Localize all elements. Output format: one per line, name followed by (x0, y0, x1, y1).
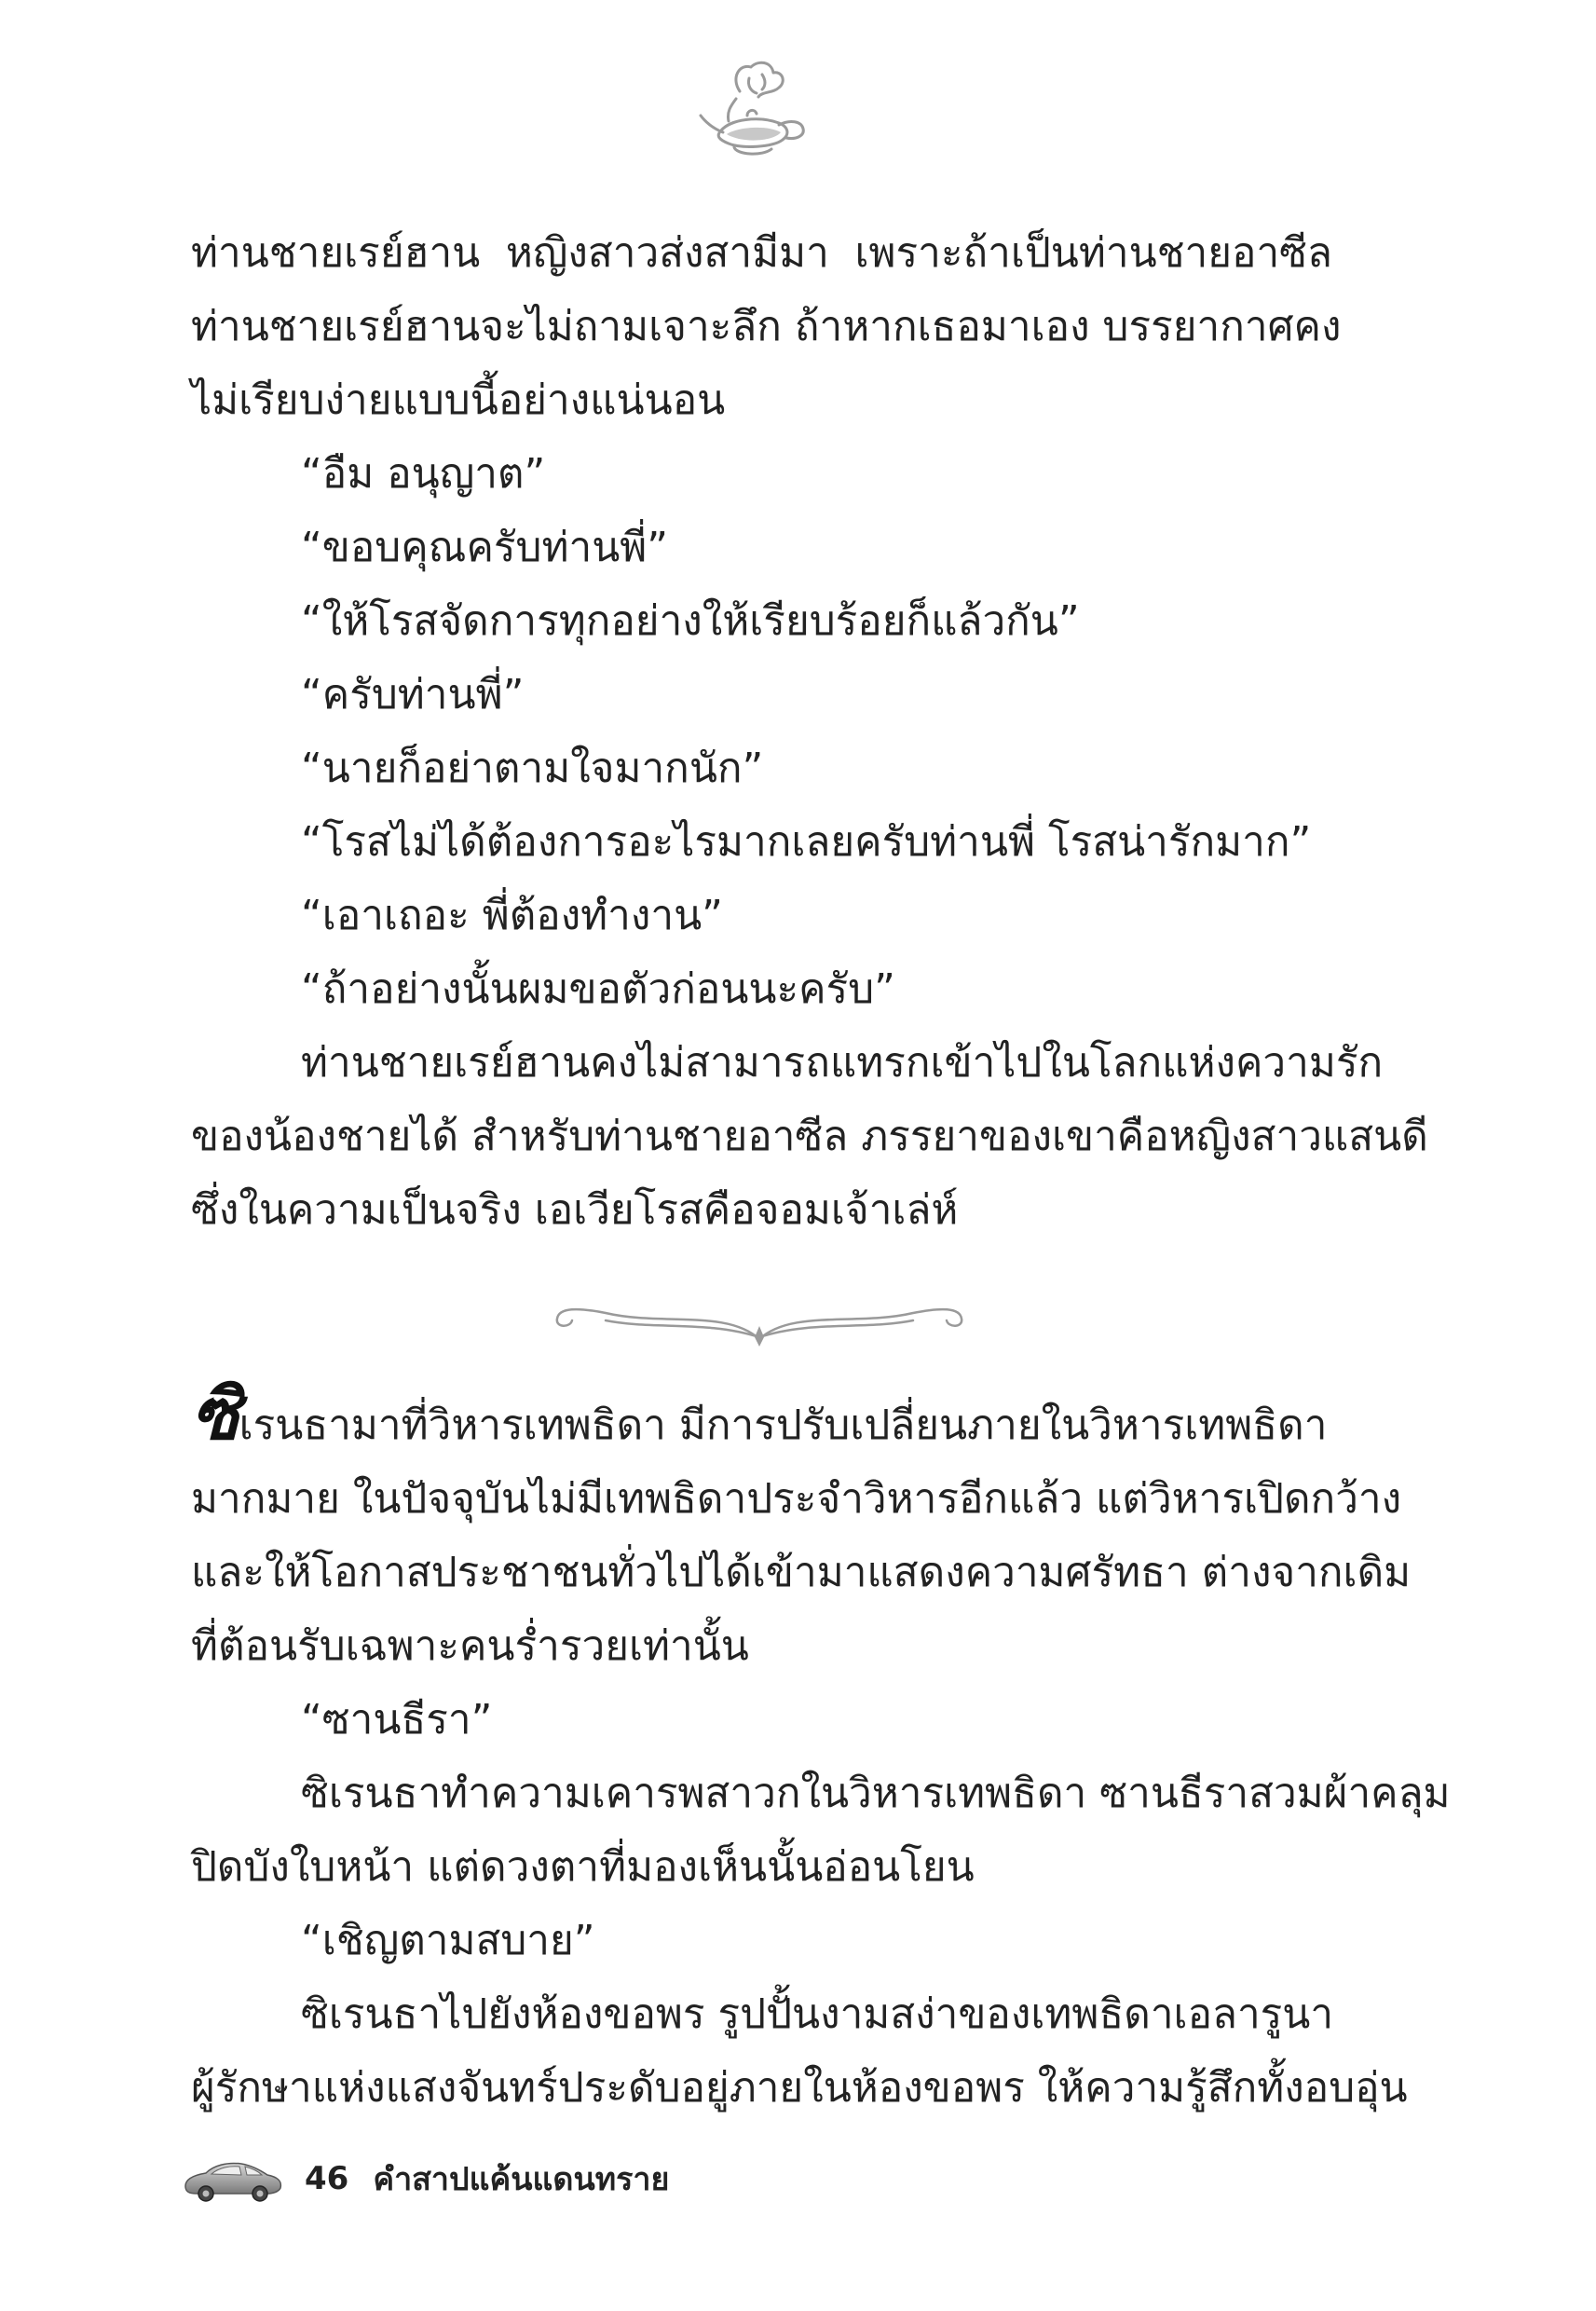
paragraph-first-line (191, 1373, 1332, 1462)
dialogue-line: “นายก็อย่าตามใจมากนัก” (301, 745, 764, 792)
genie-lamp-icon (693, 54, 814, 166)
book-title: คำสาปแค้นแดนทราย (373, 2161, 670, 2198)
dialogue-line: “เชิญตามสบาย” (301, 1917, 595, 1964)
page-footer (182, 2151, 669, 2207)
dialogue-line: “ถ้าอย่างนั้นผมขอตัวก่อนนะครับ” (301, 965, 895, 1013)
paragraph-line: ท่านชายเรย์ฮาน หญิงสาวส่งสามีมา เพราะถ้าเป็นท่านชายอาซีล (191, 229, 1332, 277)
text-block-2 (191, 1373, 1451, 2125)
paragraph-line: ผู้รักษาแห่งแสงจันทร์ประดับอยู่ภายในห้องขอพร ให้ความรู้สึกทั้งอบอุ่น (191, 2064, 1408, 2112)
paragraph-line: ที่ต้อนรับเฉพาะคนร่ำรวยเท่านั้น (191, 1622, 749, 1670)
text-block-1 (191, 216, 1428, 1247)
dialogue-line: “ซานธีรา” (301, 1696, 493, 1744)
dialogue-line: “ขอบคุณครับท่านพี่” (301, 524, 669, 571)
paragraph-line: ไม่เรียบง่ายแบบนี้อย่างแน่นอน (191, 376, 726, 424)
paragraph-line: ของน้องชายได้ สำหรับท่านชายอาซีล ภรรยาของเขาคือหญิงสาวแสนดี (191, 1113, 1428, 1160)
paragraph-line: ซิเรนธาไปยังห้องขอพร รูปปั้นงามสง่าของเทพธิดาเอลารูนา (301, 1990, 1334, 2038)
dialogue-line: “ครับท่านพี่” (301, 671, 525, 718)
dialogue-line: “โรสไม่ได้ต้องการอะไรมากเลยครับท่านพี่ โรสน่ารักมาก” (301, 818, 1312, 866)
dialogue-line: “เอาเถอะ พี่ต้องทำงาน” (301, 892, 723, 939)
paragraph-line: ท่านชายเรย์ฮานคงไม่สามารถแทรกเข้าไปในโลกแห่งความรัก (301, 1039, 1384, 1087)
paragraph-line: ท่านชายเรย์ฮานจะไม่ถามเจาะลึก ถ้าหากเธอมาเอง บรรยากาศคง (191, 303, 1342, 350)
first-line-text: เรนธามาที่วิหารเทพธิดา มีการปรับเปลี่ยนภายในวิหารเทพธิดา (239, 1402, 1328, 1449)
ornamental-divider-icon (550, 1291, 969, 1347)
car-icon (182, 2154, 284, 2203)
paragraph-line: และให้โอกาสประชาชนทั่วไปได้เข้ามาแสดงความศรัทธา ต่างจากเดิม (191, 1549, 1412, 1596)
drop-cap: ซิ (191, 1373, 239, 1456)
paragraph-line: ปิดบังใบหน้า แต่ดวงตาที่มองเห็นนั้นอ่อนโยน (191, 1843, 975, 1891)
dialogue-line: “ให้โรสจัดการทุกอย่างให้เรียบร้อยก็แล้วกัน” (301, 597, 1080, 645)
paragraph-line: ซิเรนธาทำความเคารพสาวกในวิหารเทพธิดา ซานธีราสวมผ้าคลุม (301, 1770, 1451, 1817)
paragraph-line: ซึ่งในความเป็นจริง เอเวียโรสคือจอมเจ้าเล่ห์ (191, 1186, 959, 1234)
dialogue-line: “อืม อนุญาต” (301, 450, 546, 498)
page-number: 46 (305, 2160, 349, 2197)
paragraph-line: มากมาย ในปัจจุบันไม่มีเทพธิดาประจำวิหารอีกแล้ว แต่วิหารเปิดกว้าง (191, 1475, 1402, 1523)
